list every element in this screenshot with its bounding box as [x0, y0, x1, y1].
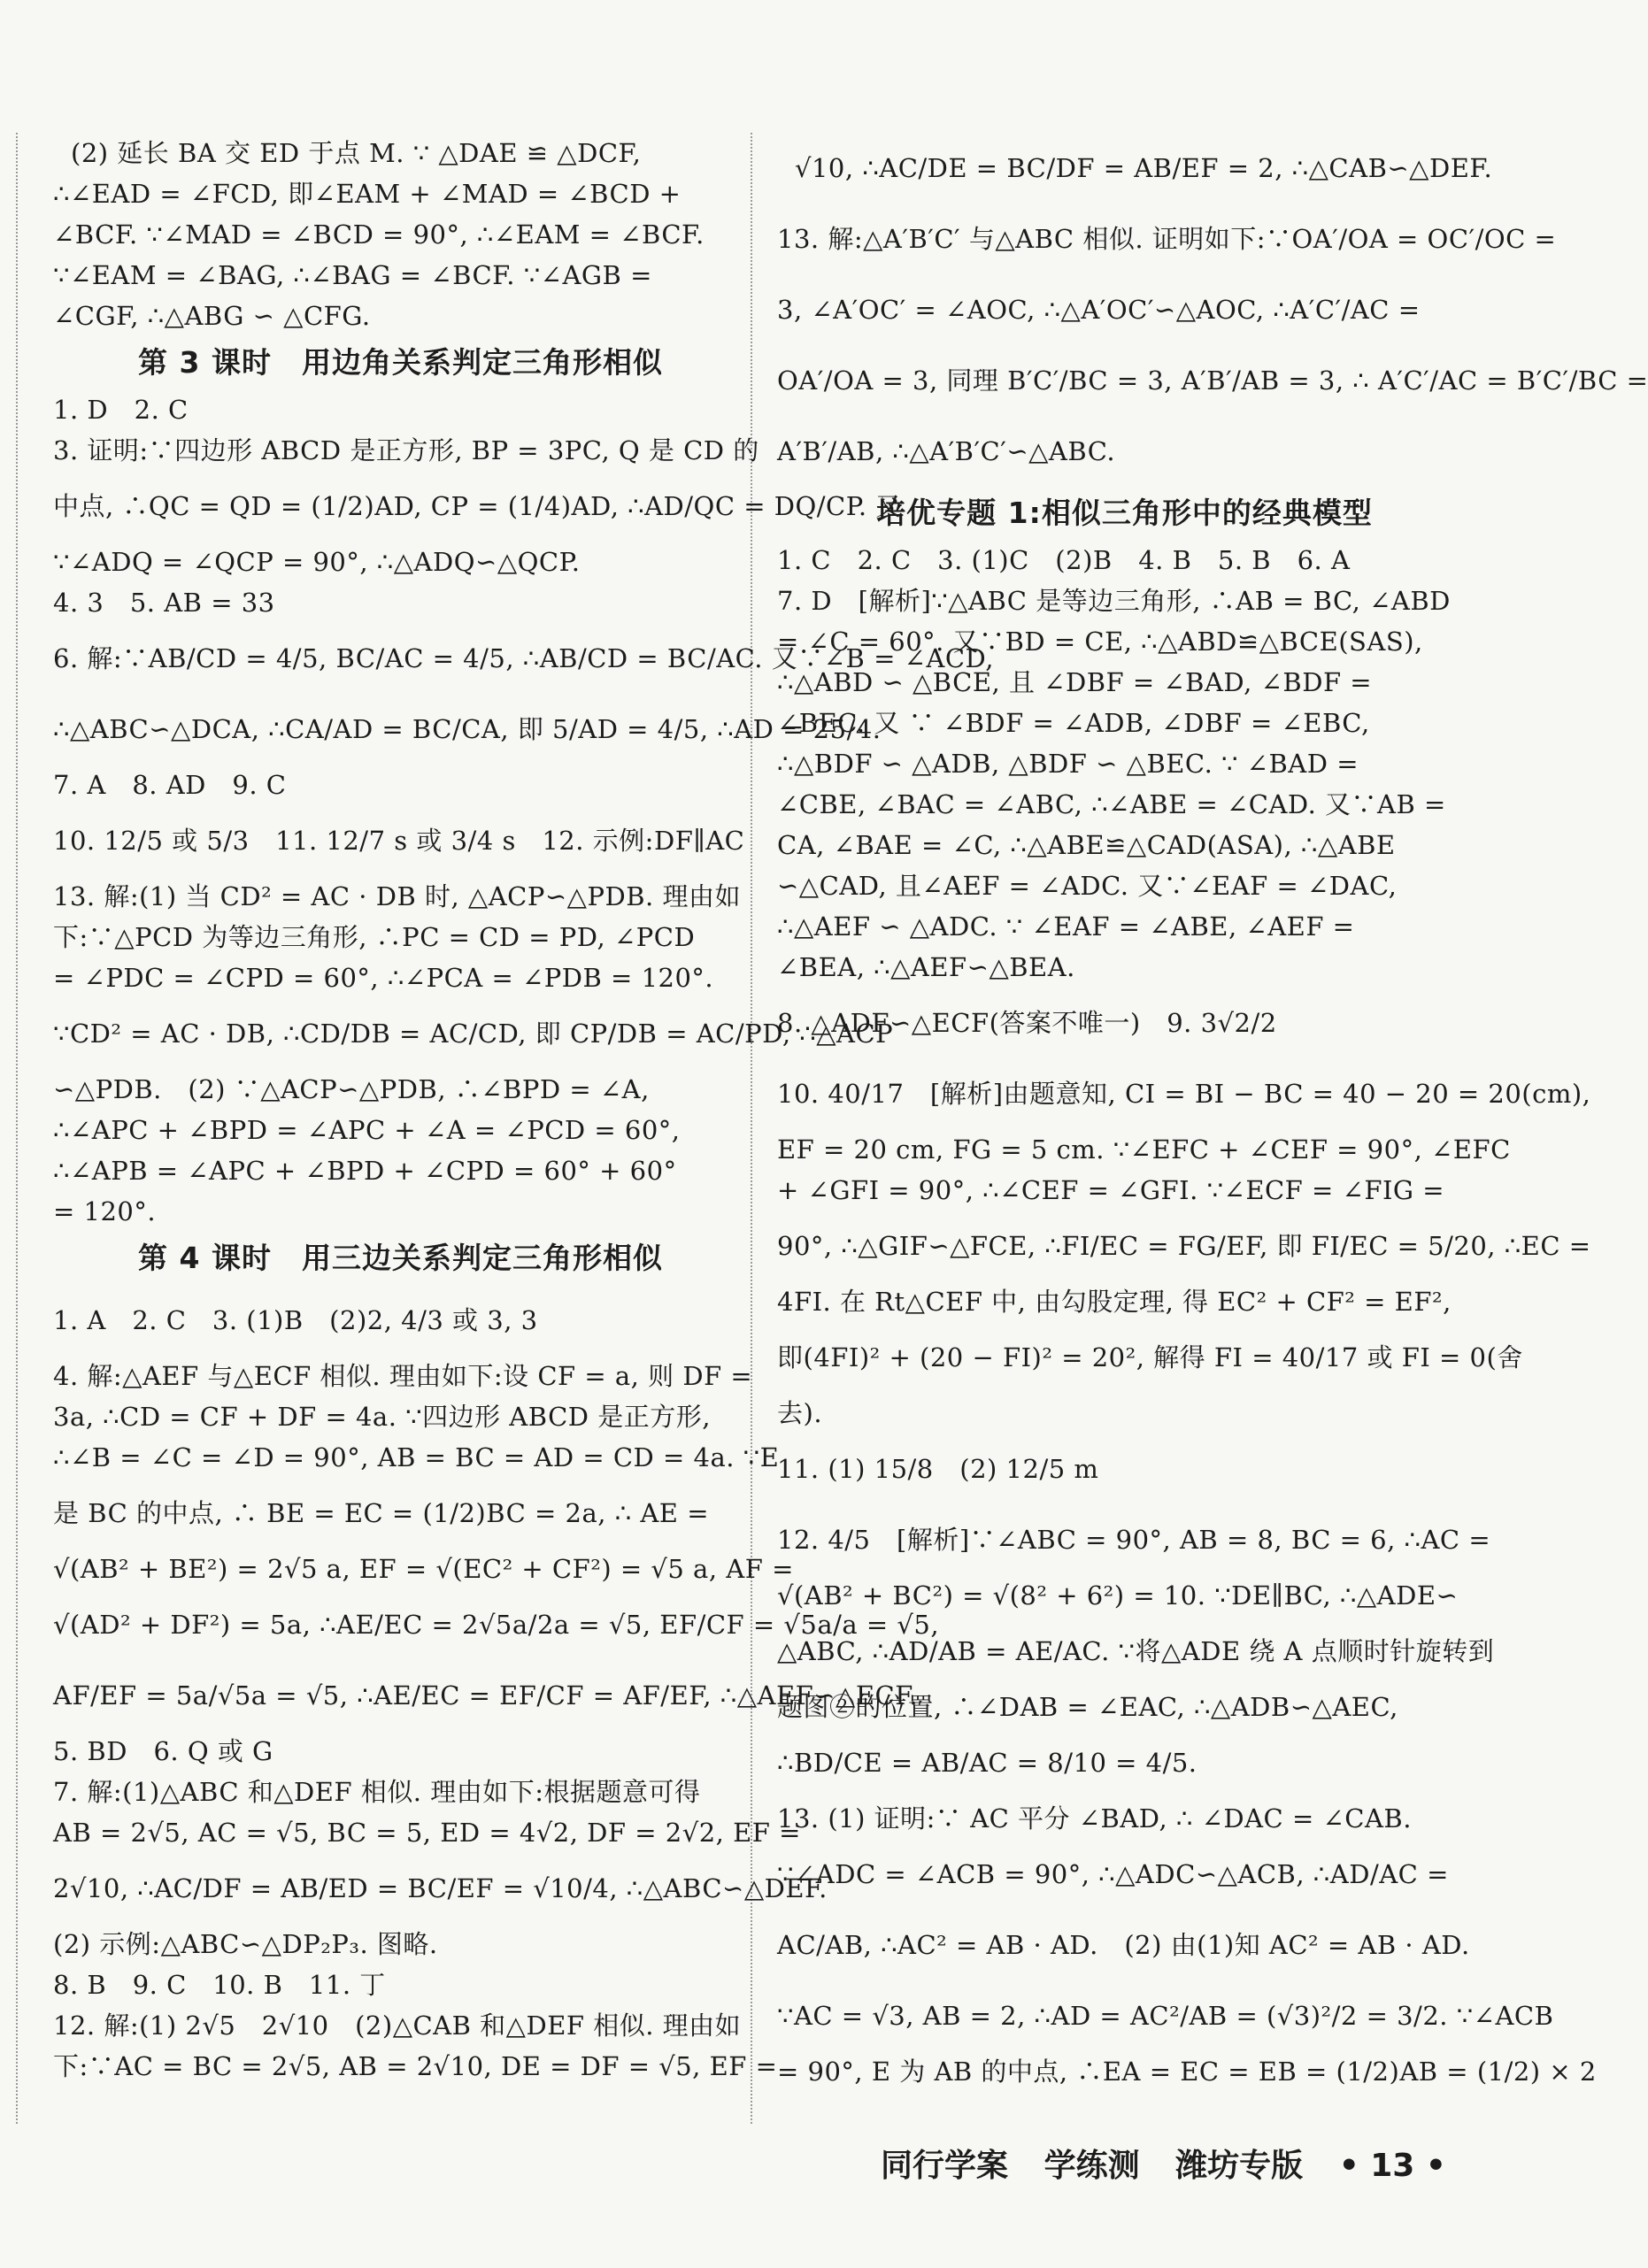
answer-line: 13. 解:(1) 当 CD² = AC · DB 时, △ACP∽△PDB. 理由如	[53, 881, 741, 911]
answer-line: AB = 2√5, AC = √5, BC = 5, ED = 4√2, DF = 2√2, EF =	[53, 1818, 801, 1848]
answer-line: 10. 12/5 或 5/3 11. 12/7 s 或 3/4 s 12. 示例:DF∥AC	[53, 826, 745, 856]
answer-line: 6. 解:∵AB/CD = 4/5, BC/AC = 4/5, ∴AB/CD = BC/AC. 又∵∠B = ∠ACD,	[53, 643, 994, 673]
answer-line: (2) 示例:△ABC∽△DP₂P₃. 图略.	[53, 1929, 438, 1959]
answer-line: = 120°.	[53, 1196, 157, 1226]
answer-line: 8. △ADF∽△ECF(答案不唯一) 9. 3√2/2	[777, 1008, 1277, 1038]
answer-line: ∴△ABC∽△DCA, ∴CA/AD = BC/CA, 即 5/AD = 4/5, ∴AD = 25/4.	[53, 714, 882, 744]
text-line: 3, ∠A′OC′ = ∠AOC, ∴△A′OC′∽△AOC, ∴A′C′/AC =	[777, 295, 1421, 325]
answer-line: 4FI. 在 Rt△CEF 中, 由勾股定理, 得 EC² + CF² = EF²,	[777, 1287, 1452, 1317]
left-margin-rule	[16, 133, 18, 2124]
answer-line: 12. 4/5 [解析]∵∠ABC = 90°, AB = 8, BC = 6, ∴AC =	[777, 1525, 1491, 1555]
text-line: 13. 解:△A′B′C′ 与△ABC 相似. 证明如下:∵OA′/OA = OC′/OC =	[777, 224, 1557, 254]
answer-line: 1. A 2. C 3. (1)B (2)2, 4/3 或 3, 3	[53, 1305, 538, 1335]
answer-line: ∵∠ADQ = ∠QCP = 90°, ∴△ADQ∽△QCP.	[53, 547, 581, 577]
footer-brand: 同行学案	[881, 2148, 1009, 2184]
answer-line: CA, ∠BAE = ∠C, ∴△ABE≌△CAD(ASA), ∴△ABE	[777, 830, 1396, 860]
answer-line: √(AD² + DF²) = 5a, ∴AE/EC = 2√5a/2a = √5, EF/CF = √5a/a = √5,	[53, 1610, 940, 1640]
answer-line: 7. D [解析]∵△ABC 是等边三角形, ∴AB = BC, ∠ABD	[777, 586, 1451, 616]
answer-line: ∠BEC. 又 ∵ ∠BDF = ∠ADB, ∠DBF = ∠EBC,	[777, 708, 1370, 738]
answer-line: = 90°, E 为 AB 的中点, ∴EA = EC = EB = (1/2)AB = (1/2) × 2	[777, 2057, 1597, 2087]
answer-line: 5. BD 6. Q 或 G	[53, 1736, 273, 1766]
answer-line: √(AB² + BE²) = 2√5 a, EF = √(EC² + CF²) = √5 a, AF =	[53, 1554, 794, 1584]
answer-line: 中点, ∴QC = QD = (1/2)AD, CP = (1/4)AD, ∴AD/QC = DQ/CP. 又	[53, 491, 902, 521]
answer-line: ∠CBE, ∠BAC = ∠ABC, ∴∠ABE = ∠CAD. 又∵AB =	[777, 789, 1446, 819]
answer-line: 90°, ∴△GIF∽△FCE, ∴FI/EC = FG/EF, 即 FI/EC = 5/20, ∴EC =	[777, 1231, 1591, 1261]
answer-line: 是 BC 的中点, ∴ BE = EC = (1/2)BC = 2a, ∴ AE =	[53, 1498, 709, 1528]
answer-line: ∴∠APB = ∠APC + ∠BPD + ∠CPD = 60° + 60°	[53, 1156, 677, 1186]
answer-line: 13. (1) 证明:∵ AC 平分 ∠BAD, ∴ ∠DAC = ∠CAB.	[777, 1803, 1412, 1834]
answer-line: 即(4FI)² + (20 − FI)² = 20², 解得 FI = 40/17 或 FI = 0(舍	[777, 1342, 1523, 1372]
answer-line: ∵∠ADC = ∠ACB = 90°, ∴△ADC∽△ACB, ∴AD/AC =	[777, 1859, 1449, 1889]
answer-line: 1. C 2. C 3. (1)C (2)B 4. B 5. B 6. A	[777, 545, 1351, 575]
answer-line: ∵AC = √3, AB = 2, ∴AD = AC²/AB = (√3)²/2 = 3/2. ∵∠ACB	[777, 2001, 1554, 2031]
section-heading: 第 4 课时 用三边关系判定三角形相似	[138, 1241, 663, 1275]
text-line: ∴∠EAD = ∠FCD, 即∠EAM + ∠MAD = ∠BCD +	[53, 179, 682, 209]
answer-line: ∽△PDB. (2) ∵△ACP∽△PDB, ∴∠BPD = ∠A,	[53, 1074, 650, 1104]
footer-series: 学练测	[1043, 2148, 1140, 2184]
answer-line: ∴△ABD ∽ △BCE, 且 ∠DBF = ∠BAD, ∠BDF =	[777, 667, 1373, 697]
answer-line: ∽△CAD, 且∠AEF = ∠ADC. 又∵∠EAF = ∠DAC,	[777, 871, 1398, 901]
answer-line: ∴△AEF ∽ △ADC. ∵ ∠EAF = ∠ABE, ∠AEF =	[777, 911, 1355, 942]
section-heading: 培优专题 1:相似三角形中的经典模型	[876, 496, 1373, 530]
answer-line: 7. A 8. AD 9. C	[53, 770, 287, 800]
answer-line: √(AB² + BC²) = √(8² + 6²) = 10. ∵DE∥BC, ∴△ADE∽	[777, 1580, 1459, 1611]
answer-line: 下:∵AC = BC = 2√5, AB = 2√10, DE = DF = √5, EF =	[53, 2051, 778, 2081]
answer-line: = ∠PDC = ∠CPD = 60°, ∴∠PCA = ∠PDB = 120°.	[53, 963, 714, 993]
text-line: √10, ∴AC/DE = BC/DF = AB/EF = 2, ∴△CAB∽△DEF.	[795, 153, 1493, 183]
answer-line: AC/AB, ∴AC² = AB · AD. (2) 由(1)知 AC² = AB · AD.	[777, 1930, 1470, 1960]
answer-line: ∴∠B = ∠C = ∠D = 90°, AB = BC = AD = CD = 4a. ∵E	[53, 1442, 780, 1472]
answer-line: = ∠C = 60°. 又∵BD = CE, ∴△ABD≌△BCE(SAS),	[777, 627, 1423, 657]
answer-line: 11. (1) 15/8 (2) 12/5 m	[777, 1454, 1099, 1484]
answer-line: ∴∠APC + ∠BPD = ∠APC + ∠A = ∠PCD = 60°,	[53, 1115, 681, 1145]
page-number: • 13 •	[1338, 2148, 1446, 2184]
section-heading: 第 3 课时 用边角关系判定三角形相似	[138, 345, 663, 380]
answer-line: 3. 证明:∵四边形 ABCD 是正方形, BP = 3PC, Q 是 CD 的	[53, 435, 759, 465]
answer-line: 1. D 2. C	[53, 395, 189, 425]
answer-line: 12. 解:(1) 2√5 2√10 (2)△CAB 和△DEF 相似. 理由如	[53, 2010, 742, 2041]
answer-line: + ∠GFI = 90°, ∴∠CEF = ∠GFI. ∵∠ECF = ∠FIG =	[777, 1175, 1445, 1205]
text-line: ∠CGF, ∴△ABG ∽ △CFG.	[53, 301, 371, 331]
page-footer	[881, 2140, 1500, 2193]
answer-line: 7. 解:(1)△ABC 和△DEF 相似. 理由如下:根据题意可得	[53, 1777, 701, 1807]
answer-line: EF = 20 cm, FG = 5 cm. ∵∠EFC + ∠CEF = 90°, ∠EFC	[777, 1134, 1511, 1165]
answer-line: 2√10, ∴AC/DF = AB/ED = BC/EF = √10/4, ∴△ABC∽△DEF.	[53, 1873, 828, 1903]
text-line: (2) 延长 BA 交 ED 于点 M. ∵ △DAE ≌ △DCF,	[71, 138, 642, 168]
answer-line: AF/EF = 5a/√5a = √5, ∴AE/EC = EF/CF = AF/EF, ∴△AEF∽△ECF.	[53, 1680, 919, 1711]
answer-line: ∴BD/CE = AB/AC = 8/10 = 4/5.	[777, 1748, 1197, 1778]
answer-line: 3a, ∴CD = CF + DF = 4a. ∵四边形 ABCD 是正方形,	[53, 1402, 711, 1432]
text-line: ∠BCF. ∵∠MAD = ∠BCD = 90°, ∴∠EAM = ∠BCF.	[53, 219, 705, 250]
text-line: OA′/OA = 3, 同理 B′C′/BC = 3, A′B′/AB = 3, ∴ A′C′/AC = B′C′/BC =	[777, 365, 1648, 396]
answer-line: 4. 3 5. AB = 33	[53, 588, 275, 618]
footer-edition: 潍坊专版	[1175, 2148, 1304, 2184]
text-line: ∵∠EAM = ∠BAG, ∴∠BAG = ∠BCF. ∵∠AGB =	[53, 260, 652, 290]
text-line: A′B′/AB, ∴△A′B′C′∽△ABC.	[777, 436, 1116, 466]
answer-line: 4. 解:△AEF 与△ECF 相似. 理由如下:设 CF = a, 则 DF =	[53, 1361, 753, 1391]
answer-line: ∴△BDF ∽ △ADB, △BDF ∽ △BEC. ∵ ∠BAD =	[777, 749, 1359, 779]
answer-line: △ABC, ∴AD/AB = AE/AC. ∵将△ADE 绕 A 点顺时针旋转到	[777, 1636, 1495, 1666]
answer-line: 下:∵△PCD 为等边三角形, ∴PC = CD = PD, ∠PCD	[53, 922, 696, 952]
right-column	[777, 133, 1648, 2092]
answer-line: 题图②的位置, ∴∠DAB = ∠EAC, ∴△ADB∽△AEC,	[777, 1692, 1398, 1722]
answer-line: 10. 40/17 [解析]由题意知, CI = BI − BC = 40 − 20 = 20(cm),	[777, 1079, 1591, 1109]
answer-line: 8. B 9. C 10. B 11. 丁	[53, 1970, 386, 2000]
answer-line: 去).	[777, 1398, 823, 1428]
answer-line: ∠BEA, ∴△AEF∽△BEA.	[777, 952, 1075, 982]
answer-line: ∵CD² = AC · DB, ∴CD/DB = AC/CD, 即 CP/DB = AC/PD, ∴△ACP	[53, 1019, 894, 1049]
